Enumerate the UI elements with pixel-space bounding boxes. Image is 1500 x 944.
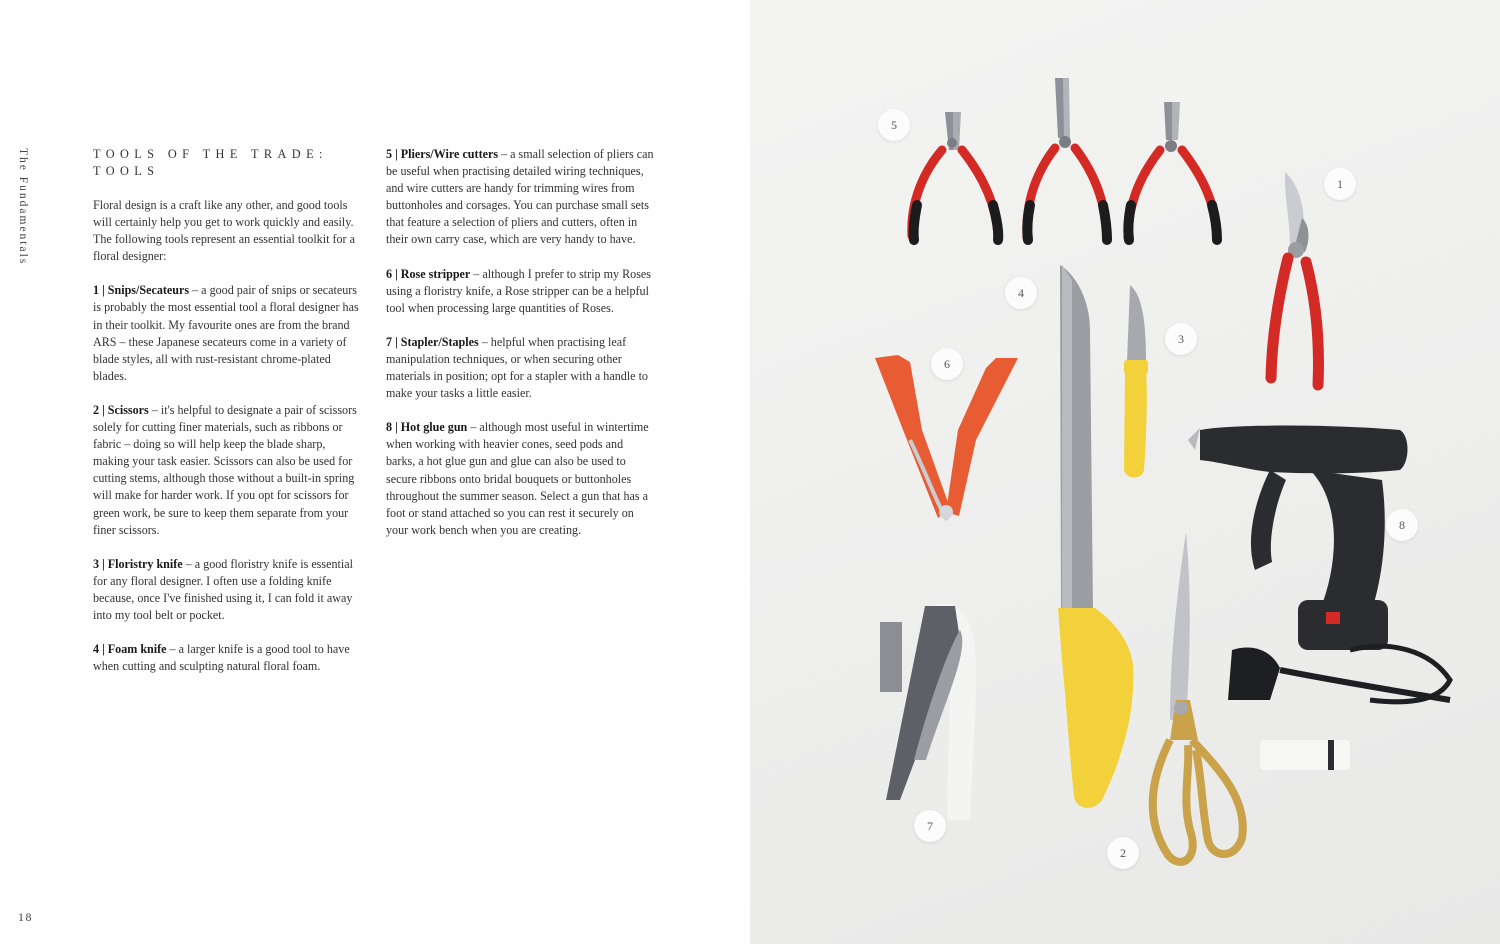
stapler-icon [880,604,976,820]
tool-entry-text: – a good pair of snips or secateurs is probably the most essential tool a floral designer has in their toolkit. My favourite ones are from the brand ARS – these Japanese secateurs come in a variety of blade styles, all with rust-resistant chrome-plated blades. [93,283,359,383]
tool-entry-title: 7 | Stapler/Staples [386,334,479,349]
photo-label: 7 [914,810,946,842]
tools-illustration [750,0,1500,944]
running-head: The Fundamentals [17,148,29,266]
floristry-knife-icon [1124,285,1148,478]
tool-entry [93,402,361,539]
tools-photo [750,0,1500,944]
tool-entry [386,419,654,539]
intro-paragraph: Floral design is a craft like any other, and good tools will certainly help you get to work quickly and easily. The following tools represent an essential toolkit for a floral designer: [93,198,355,264]
tool-entry [386,146,654,249]
tool-entry [93,556,361,624]
photo-label: 2 [1107,837,1139,869]
tool-entry-text: – although most useful in wintertime when working with heavier cones, seed pods and barks, a hot glue gun and glue can also be used to secure ribbons onto bridal bouquets or buttonholes throughout the summer season. Select a gun that has a foot or stand attached so you can rest it securely on your work bench when you are creating. [386,420,649,537]
tool-entry-title: 2 | Scissors [93,402,149,417]
pliers-icon [1128,102,1217,240]
tool-entry-text: – a good floristry knife is essential for any floral designer. I often use a folding knife because, once I've finished using it, I can fold it away into my tool belt or pocket. [93,556,353,622]
tool-entry-title: 6 | Rose stripper [386,266,471,281]
tool-entry-title: 5 | Pliers/Wire cutters [386,147,499,161]
section-heading [93,146,361,180]
heading-line-1: TOOLS OF THE TRADE: [93,147,328,161]
tool-entry [386,266,654,317]
tool-entry-text: – although I prefer to strip my Roses using a floristry knife, a Rose stripper can be a helpful tool when processing large quantities of Roses. [386,266,652,315]
photo-label: 8 [1386,509,1418,541]
foam-knife-icon [1058,265,1133,808]
photo-label: 3 [1165,323,1197,355]
pliers-icon [912,112,998,240]
tool-entry-text: – a small selection of pliers can be useful when practising detailed wiring techniques, and wire cutters are handy for trimming wires from buttonholes and corsages. You can purchase small sets that feature a selection of pliers and cutters, often in their own carry case, which are very handy to have. [386,147,654,247]
secateurs-icon [1271,172,1319,385]
glue-gun-icon [1188,426,1450,771]
tool-entry [93,641,361,675]
tool-entry-text: – helpful when practising leaf manipulation techniques, or when securing other materials in position; opt for a stapler with a handle to make your tasks a little easier. [386,334,648,401]
pliers-icon [1027,78,1107,240]
photo-label: 5 [878,109,910,141]
heading-line-2: TOOLS [93,164,160,178]
tool-entry [386,334,654,402]
tool-entry-title: 8 | Hot glue gun [386,420,468,435]
tool-entry [93,282,361,385]
page-number: 18 [18,910,33,924]
tool-entry-text: – it's helpful to designate a pair of scissors solely for cutting finer materials, such as ribbons or fabric – doing so will help keep the blade sharp, making your task easier. Scissors can also be used for cutting stems, although those without a built-in spring will make for harder work. If you opt for scissors for green work, be sure to keep them separate from your finer scissors. [93,402,357,537]
tool-entry-title: 1 | Snips/Secateurs [93,283,190,298]
tool-entry-title: 4 | Foam knife [93,642,167,657]
photo-label: 6 [931,348,963,380]
tool-entry-title: 3 | Floristry knife [93,556,183,571]
photo-label: 4 [1005,277,1037,309]
text-column-1 [93,146,361,692]
text-column-2 [386,146,654,556]
tool-entry-text: – a larger knife is a good tool to have when cutting and sculpting natural floral foam. [93,642,350,674]
photo-label: 1 [1324,168,1356,200]
